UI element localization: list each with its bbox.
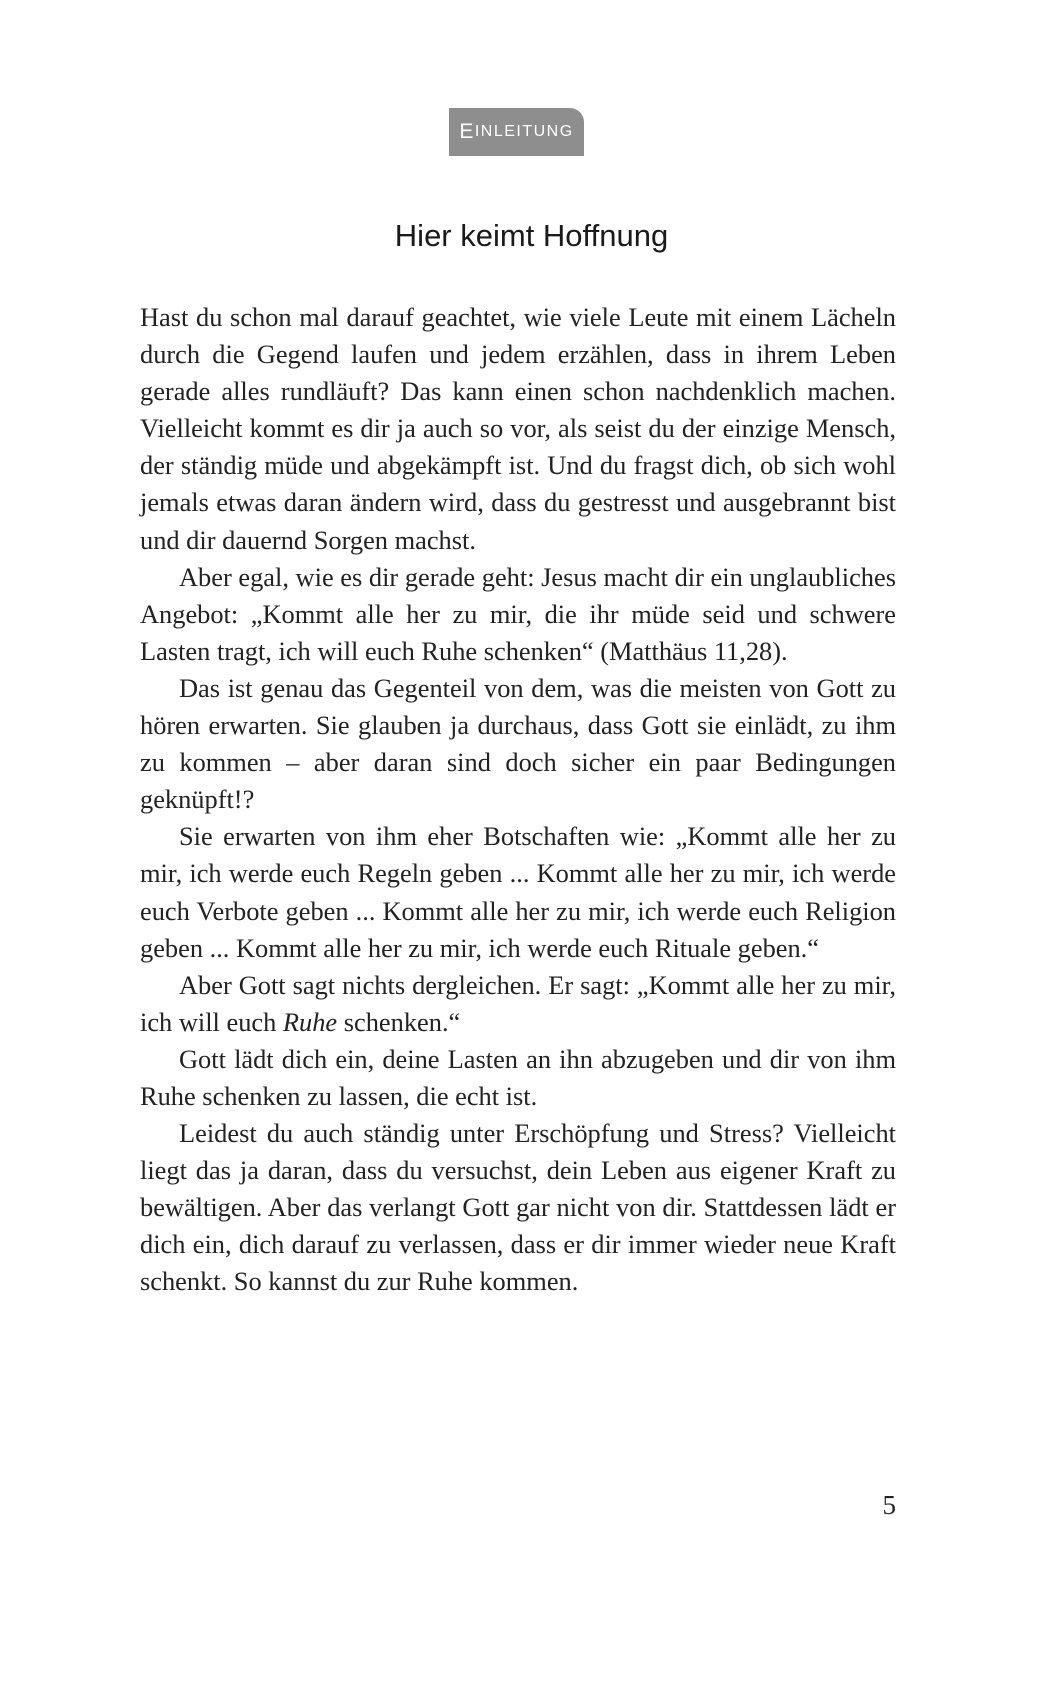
paragraph-5-end: schenken.“	[337, 1006, 461, 1037]
chapter-label-initial: E	[459, 120, 475, 143]
page-title: Hier keimt Hoffnung	[394, 218, 669, 253]
body-text	[140, 299, 896, 1301]
paragraph-5	[140, 967, 896, 1041]
chapter-label-rest: INLEITUNG	[474, 123, 574, 140]
chapter-label-tab	[449, 108, 584, 156]
paragraph-6: Gott lädt dich ein, deine Lasten an ihn abzugeben und dir von ihm Ruhe schenken zu lassen, die echt ist.	[140, 1043, 896, 1111]
paragraph-2: Aber egal, wie es dir gerade geht: Jesus macht dir ein unglaubliches Angebot: „Kommt alle her zu mir, die ihr müde seid und schwere Lasten tragt, ich will euch Ruhe schenken“ (Matthäus 11,28).	[140, 561, 896, 666]
paragraph-7: Leidest du auch ständig unter Erschöpfung und Stress? Vielleicht liegt das ja daran, dass du versuchst, dein Leben aus eigener Kraft zu bewältigen. Aber das verlangt Gott gar nicht von dir. Stattdessen lädt er dich ein, dich darauf zu verlassen, dass er dir immer wieder neue Kraft schenkt. So kannst du zur Ruhe kommen.	[140, 1118, 896, 1297]
paragraph-4: Sie erwarten von ihm eher Botschaften wie: „Kommt alle her zu mir, ich werde euch Regeln geben ... Kommt alle her zu mir, ich werde euch Verbote geben ... Kommt alle her zu mir, ich werde euch Religion geben ... Kommt alle her zu mir, ich werde euch Rituale geben.“	[140, 821, 896, 963]
paragraph-3: Das ist genau das Gegenteil von dem, was die meisten von Gott zu hören erwarten. Sie glauben ja durchaus, dass Gott sie einlädt, zu ihm zu kommen – aber daran sind doch sicher ein paar Bedingungen geknüpft!?	[140, 672, 896, 815]
page-number: 5	[882, 1490, 896, 1520]
paragraph-1: Hast du schon mal darauf geachtet, wie viele Leute mit einem Lächeln durch die Gegend laufen und jedem erzählen, dass in ihrem Leben gerade alles rundläuft? Das kann einen schon nachdenklich machen. Vielleicht kommt es dir ja auch so vor, als seist du der einzige Mensch, der ständig müde und abgekämpft ist. Und du fragst dich, ob sich wohl jemals etwas daran ändern wird, dass du gestresst und ausgebrannt bist und dir dauernd Sorgen machst.	[140, 302, 896, 555]
emphasis-word: Ruhe	[282, 1006, 338, 1037]
paragraph-5-start: Aber Gott sagt nichts dergleichen. Er sagt: „Kommt alle her zu mir, ich will euch	[140, 969, 896, 1037]
